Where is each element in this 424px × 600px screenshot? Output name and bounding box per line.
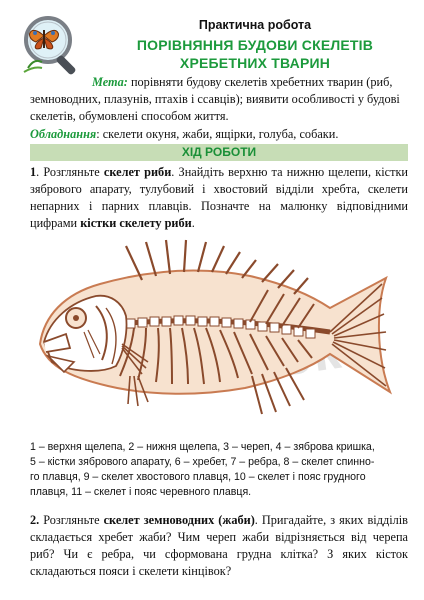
equipment-text: : скелети окуня, жаби, ящірки, голуба, собаки. xyxy=(96,127,339,141)
task-2-intro: Розгляньте xyxy=(39,513,104,527)
legend-line-3: го плавця, 9 – скелет хвостового плавця, 10 – скелет і пояс грудного xyxy=(30,471,366,483)
figure-legend xyxy=(30,440,408,500)
task-1-end: . xyxy=(191,216,195,230)
goal-text: порівняти будову скелетів хребетних тварин (риб, земноводних, плазунів, птахів і ссавців); виявити особливості у будові скелетів, обумовлені способом життя. xyxy=(30,75,400,123)
procedure-banner: ХІД РОБОТИ xyxy=(30,144,408,161)
fish-skeleton-figure xyxy=(30,236,394,432)
task-2-paragraph xyxy=(30,512,408,580)
legend-line-4: плавця, 11 – скелет і пояс черевного плавця. xyxy=(30,486,252,498)
fish-skull xyxy=(44,296,127,372)
task-1-body: . Знайдіть верхню та нижню щелепи, кістки зябрового апарату, тулубовий і хвостовий відділи хребта, скелети непарних і парних плавців. Позначте на малюнку відповідними цифрами xyxy=(30,165,409,230)
page-title-line-2: ХРЕБЕТНИХ ТВАРИН xyxy=(179,55,331,71)
worksheet-kicker: Практична робота xyxy=(198,18,312,32)
task-1-emphasis: кістки скелету риби xyxy=(80,216,192,230)
task-1-intro: . Розгляньте xyxy=(36,165,104,179)
task-2-number: 2. xyxy=(30,513,40,527)
task-2-body: . Пригадайте, з яких відділів складається хребет жаби? Чим череп жаби відрізняється від черепа риб? Чи є ребра, чи сформована грудна клітка? З яких кісток складаються пояси і скелети кінцівок? xyxy=(30,513,408,578)
goal-label: Мета: xyxy=(92,75,128,89)
task-2-subject: скелет земноводних (жаби) xyxy=(103,513,255,527)
legend-line-1: 1 – верхня щелепа, 2 – нижня щелепа, 3 – череп, 4 – зяброва кришка, xyxy=(30,441,375,453)
task-1-number: 1 xyxy=(30,165,37,179)
equipment-paragraph xyxy=(30,126,408,143)
page-title-line-1: ПОРІВНЯННЯ БУДОВИ СКЕЛЕТІВ xyxy=(136,37,374,53)
task-1-subject: скелет риби xyxy=(103,165,172,179)
equipment-label: Обладнання xyxy=(30,127,97,141)
task-1-paragraph xyxy=(30,164,408,232)
magnifier-butterfly-logo-icon xyxy=(18,10,88,78)
goal-paragraph xyxy=(30,74,408,125)
legend-line-2: 5 – кістки зябрового апарату, 6 – хребет, 7 – ребра, 8 – скелет спинно- xyxy=(30,456,375,468)
